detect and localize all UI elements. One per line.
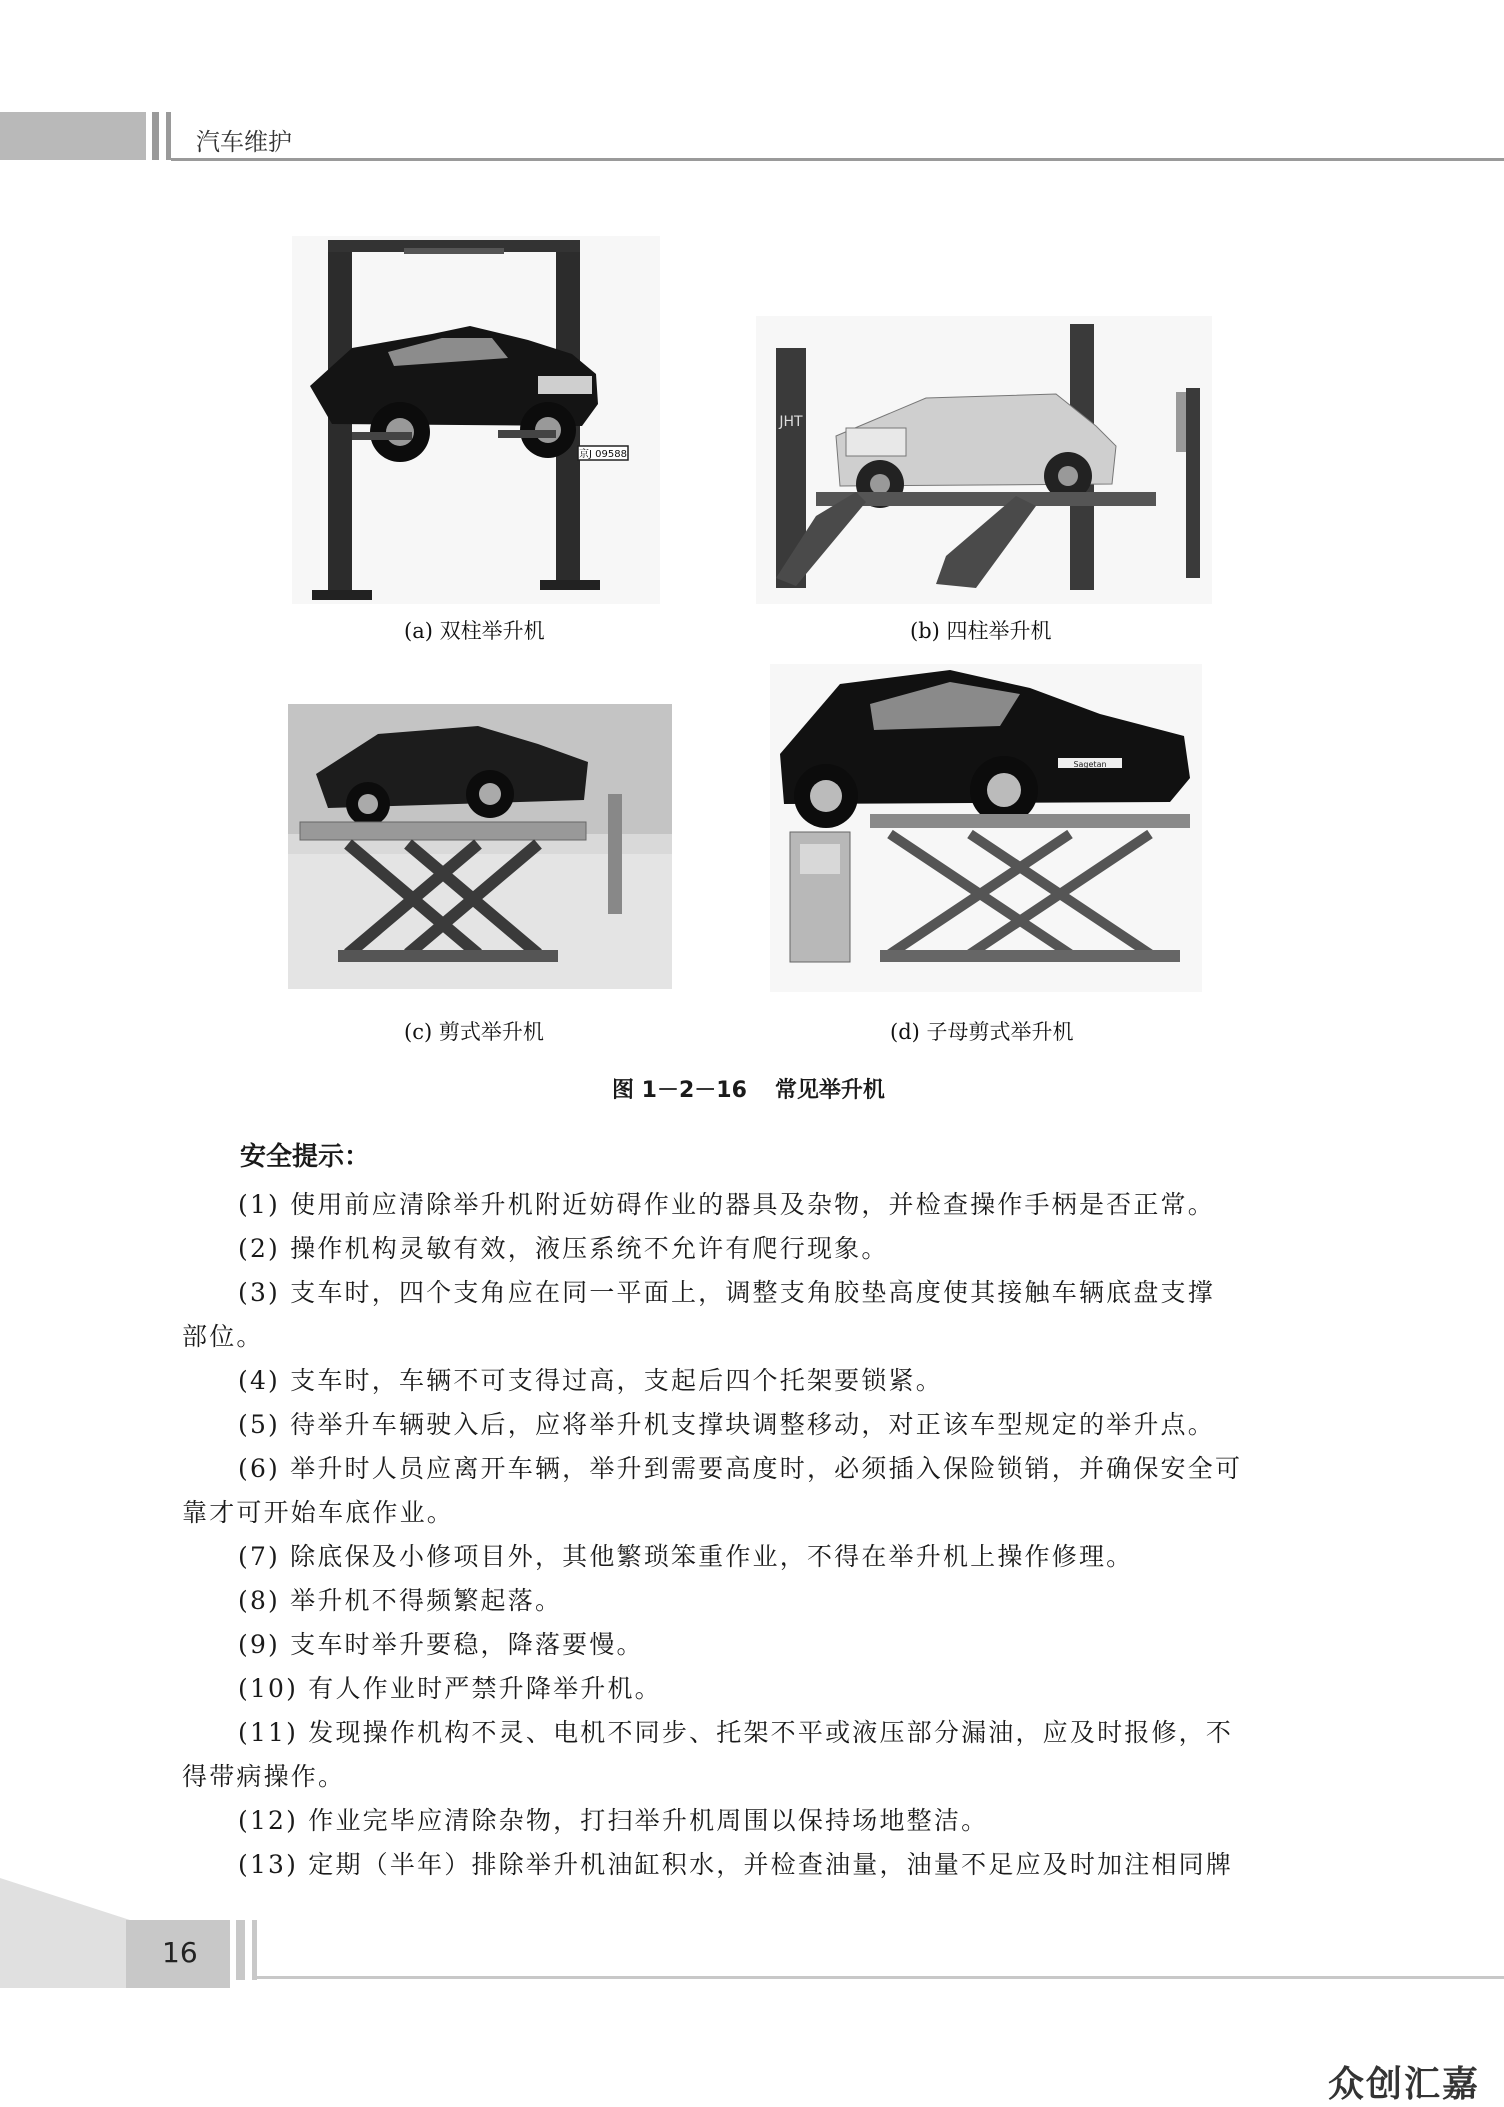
footer-gray-shape xyxy=(0,1878,250,1988)
figure-d-double-scissor-lift xyxy=(770,664,1202,992)
tip-line: (12) 作业完毕应清除杂物，打扫举升机周围以保持场地整洁。 xyxy=(238,1806,989,1835)
watermark-text: 众创汇嘉 xyxy=(1328,2064,1481,2105)
tip-line: 部位。 xyxy=(182,1322,264,1351)
tip-line: (8) 举升机不得频繁起落。 xyxy=(238,1586,563,1615)
figure-title-text: 常见举升机 xyxy=(774,1078,885,1103)
page-number: 16 xyxy=(162,1936,198,1969)
tip-line: (10) 有人作业时严禁升降举升机。 xyxy=(238,1674,662,1703)
figure-a-caption: (a) 双柱举升机 xyxy=(404,619,545,643)
safety-tips-title: 安全提示： xyxy=(240,1142,371,1172)
tip-line: 得带病操作。 xyxy=(182,1762,346,1791)
footer-divider-bar xyxy=(252,1920,257,1980)
header-divider-bar xyxy=(166,112,171,160)
figure-a-two-post-lift xyxy=(292,236,660,604)
figure-number: 图 1－2－16 xyxy=(612,1078,747,1103)
figure-b-four-post-lift xyxy=(756,316,1212,604)
figure-title xyxy=(612,1073,913,1104)
two-post-lift-illustration xyxy=(292,236,660,604)
tip-line: 靠才可开始车底作业。 xyxy=(182,1498,455,1527)
tip-line: (13) 定期（半年）排除举升机油缸积水，并检查油量，油量不足应及时加注相同牌 xyxy=(238,1850,1234,1879)
tip-line: (11) 发现操作机构不灵、电机不同步、托架不平或液压部分漏油，应及时报修，不 xyxy=(238,1718,1234,1747)
header-divider-bar xyxy=(152,112,159,160)
figure-b-caption: (b) 四柱举升机 xyxy=(910,619,1052,643)
footer-divider-bar xyxy=(236,1920,245,1980)
figure-c-scissor-lift xyxy=(288,704,672,989)
scissor-lift-illustration xyxy=(288,704,672,989)
double-scissor-lift-illustration xyxy=(770,664,1202,992)
tip-line: (9) 支车时举升要稳，降落要慢。 xyxy=(238,1630,644,1659)
header-gray-block xyxy=(0,112,146,160)
figure-d-caption: (d) 子母剪式举升机 xyxy=(890,1020,1074,1044)
double-scissor-brand: Sagetan xyxy=(1073,760,1107,769)
tip-line: (7) 除底保及小修项目外，其他繁琐笨重作业，不得在举升机上操作修理。 xyxy=(238,1542,1134,1571)
license-plate: 京J 09588 xyxy=(579,449,627,460)
tip-line: (3) 支车时，四个支角应在同一平面上，调整支角胶垫高度使其接触车辆底盘支撑 xyxy=(238,1278,1215,1307)
running-header-title: 汽车维护 xyxy=(196,128,292,156)
four-post-brand: JHT xyxy=(779,414,803,430)
figure-c-caption: (c) 剪式举升机 xyxy=(404,1020,544,1044)
tip-line: (5) 待举升车辆驶入后，应将举升机支撑块调整移动，对正该车型规定的举升点。 xyxy=(238,1410,1215,1439)
tip-line: (2) 操作机构灵敏有效，液压系统不允许有爬行现象。 xyxy=(238,1234,889,1263)
four-post-lift-illustration xyxy=(756,316,1212,604)
header-rule xyxy=(171,158,1504,161)
tip-line: (6) 举升时人员应离开车辆，举升到需要高度时，必须插入保险锁销，并确保安全可 xyxy=(238,1454,1243,1483)
tip-line: (1) 使用前应清除举升机附近妨碍作业的器具及杂物，并检查操作手柄是否正常。 xyxy=(238,1190,1215,1219)
tip-line: (4) 支车时，车辆不可支得过高，支起后四个托架要锁紧。 xyxy=(238,1366,943,1395)
footer-rule xyxy=(257,1976,1504,1979)
